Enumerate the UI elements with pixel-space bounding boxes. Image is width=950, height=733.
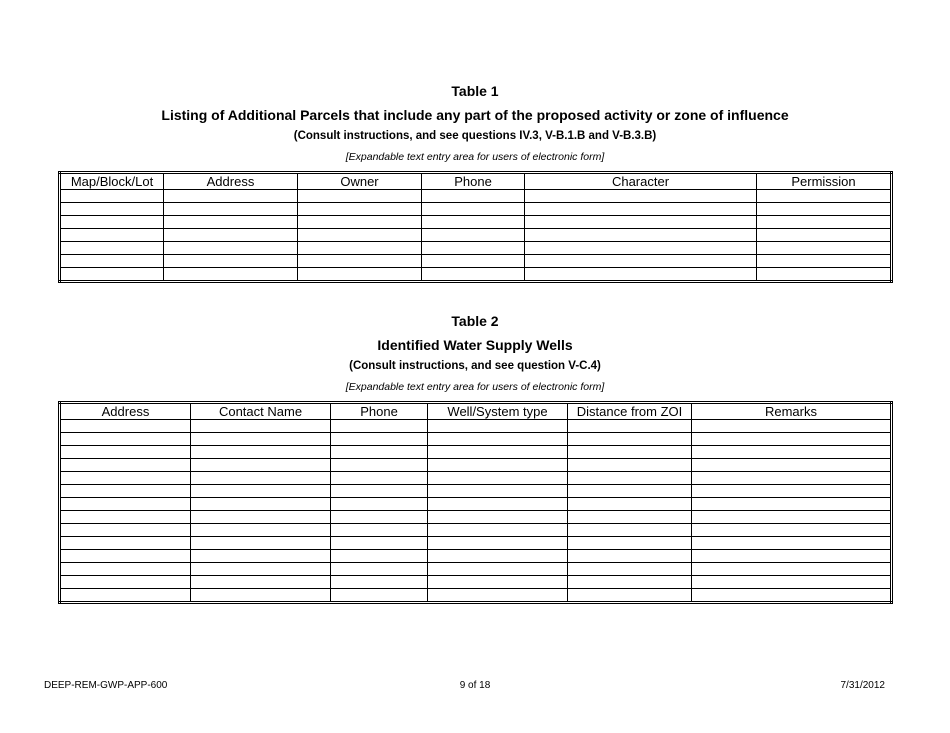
table-cell[interactable] <box>331 433 428 446</box>
table-cell[interactable] <box>757 190 892 203</box>
parcels-table <box>58 171 893 283</box>
table-cell[interactable] <box>525 216 757 229</box>
footer-form-id: DEEP-REM-GWP-APP-600 <box>44 680 168 691</box>
table-cell[interactable] <box>525 242 757 255</box>
table-cell[interactable] <box>568 589 692 603</box>
table-row <box>60 190 892 203</box>
col-header-character: Character <box>525 173 757 190</box>
table-row <box>60 524 892 537</box>
table-cell[interactable] <box>568 563 692 576</box>
table-cell[interactable] <box>298 268 422 282</box>
table-row <box>60 255 892 268</box>
table-cell[interactable] <box>757 229 892 242</box>
table-row <box>60 216 892 229</box>
table-cell[interactable] <box>692 589 892 603</box>
table-cell[interactable] <box>60 420 191 433</box>
col-header-map-block-lot: Map/Block/Lot <box>60 173 164 190</box>
table-cell[interactable] <box>191 459 331 472</box>
table-cell[interactable] <box>692 472 892 485</box>
footer-date: 7/31/2012 <box>840 680 885 691</box>
table-row <box>60 537 892 550</box>
col-header-remarks: Remarks <box>692 403 892 420</box>
table-cell[interactable] <box>568 550 692 563</box>
table-row <box>60 446 892 459</box>
table-cell[interactable] <box>60 433 191 446</box>
table-cell[interactable] <box>568 446 692 459</box>
table-cell[interactable] <box>428 576 568 589</box>
table-cell[interactable] <box>331 563 428 576</box>
table-cell[interactable] <box>428 589 568 603</box>
table-cell[interactable] <box>298 216 422 229</box>
table-cell[interactable] <box>191 589 331 603</box>
parcels-table-body <box>60 190 892 282</box>
table-cell[interactable] <box>164 190 298 203</box>
table-cell[interactable] <box>164 255 298 268</box>
table-cell[interactable] <box>331 511 428 524</box>
table-cell[interactable] <box>60 537 191 550</box>
table-cell[interactable] <box>422 268 525 282</box>
table-cell[interactable] <box>191 511 331 524</box>
table-row <box>60 498 892 511</box>
table-cell[interactable] <box>191 576 331 589</box>
table-cell[interactable] <box>164 268 298 282</box>
table-cell[interactable] <box>191 472 331 485</box>
table-cell[interactable] <box>428 511 568 524</box>
table-cell[interactable] <box>60 550 191 563</box>
table-cell[interactable] <box>191 485 331 498</box>
table-cell[interactable] <box>60 472 191 485</box>
col-header-phone: Phone <box>422 173 525 190</box>
table-cell[interactable] <box>525 203 757 216</box>
table-cell[interactable] <box>428 563 568 576</box>
col-header-contact-name: Contact Name <box>191 403 331 420</box>
table-cell[interactable] <box>568 498 692 511</box>
table-cell[interactable] <box>331 459 428 472</box>
table-row <box>60 420 892 433</box>
table-cell[interactable] <box>692 550 892 563</box>
table-cell[interactable] <box>568 524 692 537</box>
table-cell[interactable] <box>60 203 164 216</box>
table-cell[interactable] <box>422 216 525 229</box>
table-cell[interactable] <box>60 216 164 229</box>
table-row <box>60 459 892 472</box>
table-cell[interactable] <box>60 255 164 268</box>
table-cell[interactable] <box>757 255 892 268</box>
table-row <box>60 472 892 485</box>
table-cell[interactable] <box>422 229 525 242</box>
table-cell[interactable] <box>331 576 428 589</box>
table-cell[interactable] <box>191 433 331 446</box>
table-row <box>60 242 892 255</box>
table-row <box>60 229 892 242</box>
table-cell[interactable] <box>692 524 892 537</box>
table-cell[interactable] <box>191 498 331 511</box>
table-cell[interactable] <box>692 459 892 472</box>
table-cell[interactable] <box>60 485 191 498</box>
table-cell[interactable] <box>331 472 428 485</box>
footer-page-number: 9 of 18 <box>459 680 491 691</box>
table-row <box>60 268 892 282</box>
table-cell[interactable] <box>191 550 331 563</box>
table-cell[interactable] <box>692 498 892 511</box>
table-cell[interactable] <box>428 498 568 511</box>
table-cell[interactable] <box>331 589 428 603</box>
table-header-row <box>60 173 892 190</box>
table-cell[interactable] <box>568 420 692 433</box>
table-cell[interactable] <box>331 485 428 498</box>
table-cell[interactable] <box>60 459 191 472</box>
table-cell[interactable] <box>568 485 692 498</box>
table-row <box>60 485 892 498</box>
table-cell[interactable] <box>568 472 692 485</box>
table2-note: [Expandable text entry area for users of electronic form] <box>345 381 605 393</box>
table-cell[interactable] <box>191 446 331 459</box>
table-cell[interactable] <box>164 229 298 242</box>
table-cell[interactable] <box>568 511 692 524</box>
table-row <box>60 203 892 216</box>
table-cell[interactable] <box>428 485 568 498</box>
table-cell[interactable] <box>525 190 757 203</box>
table-cell[interactable] <box>757 242 892 255</box>
table-cell[interactable] <box>60 268 164 282</box>
table2-heading: Identified Water Supply Wells <box>377 337 573 353</box>
table-cell[interactable] <box>60 229 164 242</box>
table-row <box>60 511 892 524</box>
table-cell[interactable] <box>331 537 428 550</box>
table-cell[interactable] <box>60 498 191 511</box>
col-header-distance-from-zoi: Distance from ZOI <box>568 403 692 420</box>
table-header-row <box>60 403 892 420</box>
table-cell[interactable] <box>422 190 525 203</box>
table-cell[interactable] <box>331 446 428 459</box>
table-cell[interactable] <box>568 433 692 446</box>
table-row <box>60 576 892 589</box>
table-cell[interactable] <box>298 229 422 242</box>
table-cell[interactable] <box>692 511 892 524</box>
table2-title: Table 2 <box>451 313 499 329</box>
table-cell[interactable] <box>298 255 422 268</box>
col-header-well-system-type: Well/System type <box>428 403 568 420</box>
table-cell[interactable] <box>757 216 892 229</box>
table-cell[interactable] <box>164 216 298 229</box>
table-cell[interactable] <box>692 433 892 446</box>
table-cell[interactable] <box>422 203 525 216</box>
table-cell[interactable] <box>331 420 428 433</box>
table-row <box>60 563 892 576</box>
table-cell[interactable] <box>60 563 191 576</box>
table-cell[interactable] <box>568 576 692 589</box>
table-cell[interactable] <box>428 459 568 472</box>
wells-table-body <box>60 420 892 603</box>
table-cell[interactable] <box>298 242 422 255</box>
table-cell[interactable] <box>692 563 892 576</box>
table-cell[interactable] <box>428 433 568 446</box>
table-cell[interactable] <box>60 446 191 459</box>
table2-subheading: (Consult instructions, and see question V-C.4) <box>349 360 601 372</box>
table-cell[interactable] <box>525 268 757 282</box>
col-header-owner: Owner <box>298 173 422 190</box>
table-cell[interactable] <box>60 511 191 524</box>
table-cell[interactable] <box>191 537 331 550</box>
table-cell[interactable] <box>60 524 191 537</box>
table-cell[interactable] <box>428 420 568 433</box>
table1-note: [Expandable text entry area for users of electronic form] <box>345 151 605 163</box>
table-cell[interactable] <box>331 498 428 511</box>
table-cell[interactable] <box>692 446 892 459</box>
table-cell[interactable] <box>191 420 331 433</box>
table1-title: Table 1 <box>451 83 499 99</box>
table-cell[interactable] <box>568 459 692 472</box>
table-cell[interactable] <box>422 255 525 268</box>
table1-subheading: (Consult instructions, and see questions IV.3, V-B.1.B and V-B.3.B) <box>293 130 657 142</box>
table-cell[interactable] <box>164 242 298 255</box>
table-cell[interactable] <box>164 203 298 216</box>
table-cell[interactable] <box>692 420 892 433</box>
table-cell[interactable] <box>428 550 568 563</box>
table-cell[interactable] <box>757 203 892 216</box>
table-row <box>60 589 892 603</box>
col-header-permission: Permission <box>757 173 892 190</box>
table-cell[interactable] <box>525 229 757 242</box>
table-cell[interactable] <box>191 524 331 537</box>
table-cell[interactable] <box>60 190 164 203</box>
table-cell[interactable] <box>298 190 422 203</box>
table-cell[interactable] <box>692 576 892 589</box>
wells-table <box>58 401 893 604</box>
table-cell[interactable] <box>568 537 692 550</box>
table-cell[interactable] <box>692 485 892 498</box>
table-cell[interactable] <box>428 524 568 537</box>
table-cell[interactable] <box>428 472 568 485</box>
table-cell[interactable] <box>525 255 757 268</box>
table-cell[interactable] <box>428 537 568 550</box>
table-cell[interactable] <box>60 576 191 589</box>
table1-heading: Listing of Additional Parcels that include any part of the proposed activity or zone of influence <box>161 107 789 123</box>
table-cell[interactable] <box>422 242 525 255</box>
table-cell[interactable] <box>331 524 428 537</box>
table-row <box>60 550 892 563</box>
table-row <box>60 433 892 446</box>
table-cell[interactable] <box>60 242 164 255</box>
table-cell[interactable] <box>757 268 892 282</box>
col-header-address: Address <box>60 403 191 420</box>
table-cell[interactable] <box>191 563 331 576</box>
table-cell[interactable] <box>692 537 892 550</box>
table-cell[interactable] <box>428 446 568 459</box>
col-header-address: Address <box>164 173 298 190</box>
table-cell[interactable] <box>298 203 422 216</box>
table-cell[interactable] <box>331 550 428 563</box>
table-cell[interactable] <box>60 589 191 603</box>
col-header-phone: Phone <box>331 403 428 420</box>
